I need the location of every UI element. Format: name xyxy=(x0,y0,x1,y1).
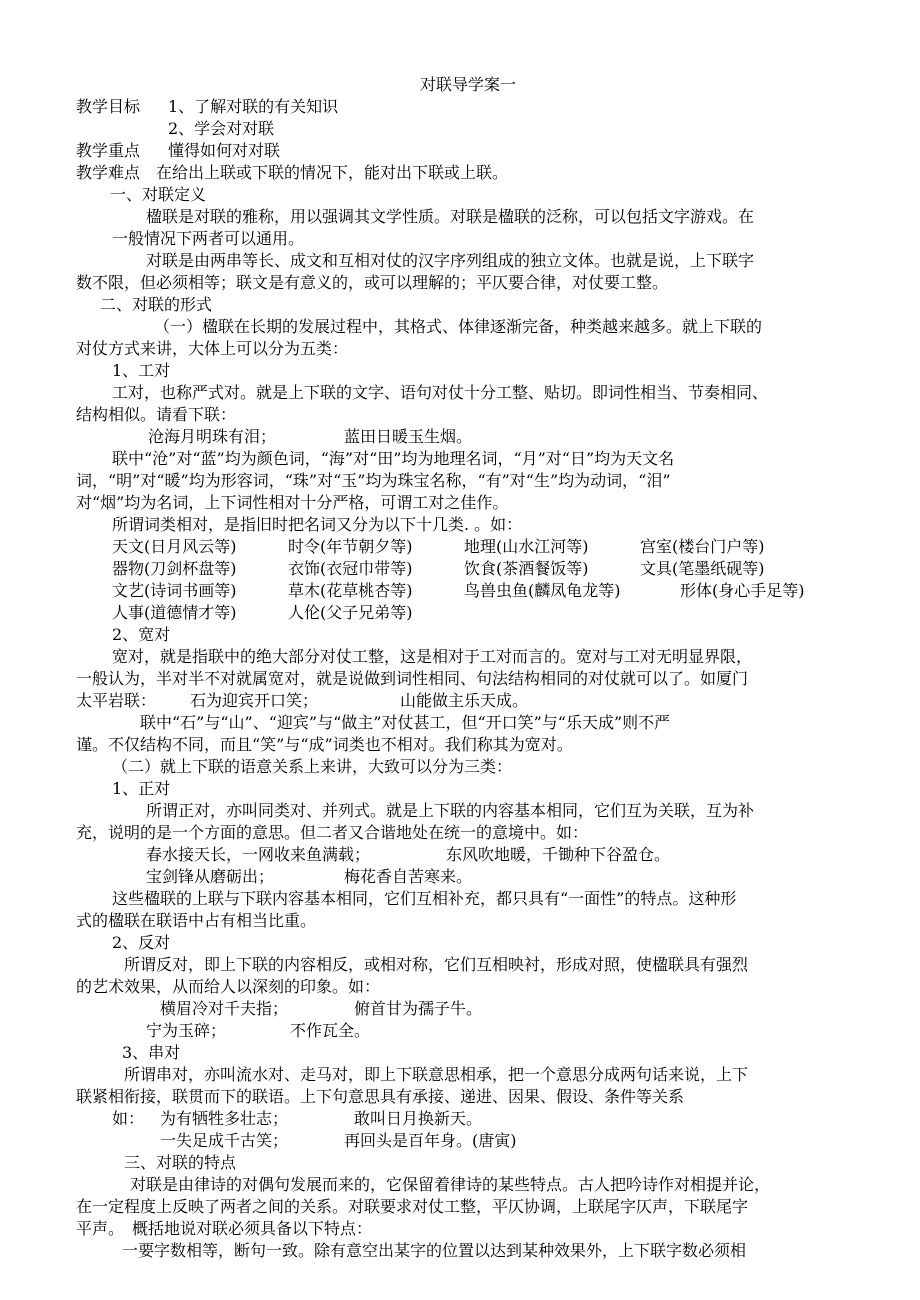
category-item: 宫室(楼台门户等) xyxy=(640,537,765,556)
paragraph-line: 工对，也称严式对。就是上下联的文字、语句对仗十分工整、贴切。即词性相当、节奏相同、 xyxy=(112,383,769,402)
example-left: 石为迎宾开口笑； xyxy=(190,691,319,710)
paragraph-line: 充，说明的是一个方面的意思。但二者又合谐地处在统一的意境中。如： xyxy=(76,823,589,842)
goal-item-2: 2、学会对对联 xyxy=(168,119,275,138)
category-item: 器物(刀剑杯盘等) xyxy=(112,559,237,578)
section-1-heading: 一、对联定义 xyxy=(110,185,207,204)
example-left: 沧海月明珠有泪； xyxy=(148,427,277,446)
category-item: 饮食(茶酒餐饭等) xyxy=(464,559,589,578)
difficulty-label: 教学难点 xyxy=(76,163,141,182)
paragraph-line: 联中“沧”对“蓝”均为颜色词，“海”对“田”均为地理名词，“月”对“日”均为天文名 xyxy=(112,449,675,468)
example-left: 宁为玉碎； xyxy=(146,1021,227,1040)
category-item: 鸟兽虫鱼(麟凤龟龙等) xyxy=(464,581,621,600)
category-item: 文具(笔墨纸砚等) xyxy=(640,559,765,578)
category-item: 文艺(诗词书画等) xyxy=(112,581,237,600)
example-right: 东风吹地暖，千锄种下谷盈仓。 xyxy=(446,845,671,864)
paragraph-line: 对“烟”均为名词，上下词性相对十分严格，可谓工对之佳作。 xyxy=(76,493,509,512)
paragraph-line: 一般认为，半对半不对就属宽对，就是说做到词性相同、句法结构相同的对仗就可以了。如厦门 xyxy=(76,669,749,688)
paragraph-line: 所谓词类相对，是指旧时把名词又分为以下十几类. 。如： xyxy=(112,515,523,534)
section-3-heading: 三、对联的特点 xyxy=(124,1153,237,1172)
paragraph-line: （一）楹联在长期的发展过程中，其格式、体律逐渐完备，种类越来越多。就上下联的 xyxy=(154,317,763,336)
key-point-label: 教学重点 xyxy=(76,141,141,160)
paragraph-line: 的艺术效果，从而给人以深刻的印象。如： xyxy=(76,977,381,996)
paragraph-line: 所谓反对，即上下联的内容相反，或相对称，它们互相映衬，形成对照，使楹联具有强烈 xyxy=(124,955,749,974)
paragraph-line: 一要字数相等，断句一致。除有意空出某字的位置以达到某种效果外，上下联字数必须相 xyxy=(122,1241,747,1260)
subsection-heading: 1、工对 xyxy=(112,361,171,380)
paragraph-line: 楹联是对联的雅称，用以强调其文学性质。对联是楹联的泛称，可以包括文字游戏。在 xyxy=(146,207,755,226)
category-item: 人事(道德情才等) xyxy=(112,603,237,622)
paragraph-line: 这些楹联的上联与下联内容基本相同，它们互相补充，都只具有“一面性”的特点。这种形 xyxy=(112,889,737,908)
paragraph-line: 宽对，就是指联中的绝大部分对仗工整，这是相对于工对而言的。宽对与工对无明显界限， xyxy=(112,647,753,666)
example-right: 不作瓦全。 xyxy=(290,1021,371,1040)
subsection-heading: 3、串对 xyxy=(122,1043,181,1062)
paragraph-line: 对联是由两串等长、成文和互相对仗的汉字序列组成的独立文体。也就是说，上下联字 xyxy=(146,251,755,270)
paragraph-line: 在一定程度上反映了两者之间的关系。对联要求对仗工整，平仄协调，上联尾字仄声，下联尾字 xyxy=(76,1197,749,1216)
example-right: 敢叫日月换新天。 xyxy=(354,1109,483,1128)
example-right: 梅花香自苦寒来。 xyxy=(344,867,473,886)
paragraph-line: 对联是由律诗的对偶句发展而来的，它保留着律诗的某些特点。古人把吟诗作对相提并论， xyxy=(130,1175,771,1194)
example-left: 一失足成千古笑； xyxy=(160,1131,289,1150)
goals-label: 教学目标 xyxy=(76,97,141,116)
paragraph-line: 式的楹联在联语中占有相当比重。 xyxy=(76,911,317,930)
section-2-heading: 二、对联的形式 xyxy=(100,295,213,314)
paragraph-line: 太平岩联： xyxy=(76,691,157,710)
category-item: 地理(山水江河等) xyxy=(464,537,589,556)
example-right: 再回头是百年身。(唐寅) xyxy=(344,1131,517,1150)
paragraph-line: 联紧相衔接，联贯而下的联语。上下句意思具有承接、递进、因果、假设、条件等关系 xyxy=(76,1087,685,1106)
subsection-heading: 1、正对 xyxy=(112,779,171,798)
paragraph-line: 一般情况下两者可以通用。 xyxy=(112,229,305,248)
example-label: 如： xyxy=(112,1109,145,1128)
paragraph-line: 词，“明”对“暖”均为形容词，“珠”对“玉”均为珠宝名称，“有”对“生”均为动词，“泪” xyxy=(76,471,671,490)
difficulty-text: 在给出上联或下联的情况下，能对出下联或上联。 xyxy=(156,163,509,182)
paragraph-line: 对仗方式来讲，大体上可以分为五类： xyxy=(76,339,349,358)
category-item: 时令(年节朝夕等) xyxy=(288,537,413,556)
category-item: 天文(日月风云等) xyxy=(112,537,237,556)
category-item: 人伦(父子兄弟等) xyxy=(288,603,413,622)
paragraph-line: 联中“石”与“山”、“迎宾”与“做主”对仗甚工，但“开口笑”与“乐天成”则不严 xyxy=(140,713,671,732)
example-left: 宝剑锋从磨砺出； xyxy=(146,867,275,886)
goal-item-1: 1、了解对联的有关知识 xyxy=(168,97,339,116)
category-item: 形体(身心手足等) xyxy=(680,581,805,600)
example-right: 俯首甘为孺子牛。 xyxy=(354,999,483,1018)
paragraph-line: 谨。不仅结构不同，而且“笑”与“成”词类也不相对。我们称其为宽对。 xyxy=(76,735,573,754)
subsection-heading: 2、宽对 xyxy=(112,625,171,644)
subsection-heading: 2、反对 xyxy=(112,933,171,952)
example-left: 春水接天长，一网收来鱼满载； xyxy=(146,845,371,864)
page-title: 对联导学案一 xyxy=(420,75,517,94)
example-left: 为有牺牲多壮志； xyxy=(160,1109,289,1128)
category-item: 草木(花草桃杏等) xyxy=(288,581,413,600)
example-right: 蓝田日暖玉生烟。 xyxy=(344,427,473,446)
example-right: 山能做主乐天成。 xyxy=(400,691,529,710)
subsection-heading: （二）就上下联的语意关系上来讲，大致可以分为三类： xyxy=(112,757,513,776)
key-point-text: 懂得如何对对联 xyxy=(168,141,281,160)
paragraph-line: 平声。 概括地说对联必须具备以下特点： xyxy=(76,1219,373,1238)
paragraph-line: 所谓串对，亦叫流水对、走马对，即上下联意思相承，把一个意思分成两句话来说，上下 xyxy=(124,1065,749,1084)
paragraph-line: 所谓正对，亦叫同类对、并列式。就是上下联的内容基本相同，它们互为关联，互为补 xyxy=(146,801,755,820)
example-left: 横眉冷对千夫指； xyxy=(160,999,289,1018)
category-item: 衣饰(衣冠巾带等) xyxy=(288,559,413,578)
paragraph-line: 数不限，但必须相等；联文是有意义的，或可以理解的；平仄要合律，对仗要工整。 xyxy=(76,273,669,292)
paragraph-line: 结构相似。请看下联： xyxy=(76,405,237,424)
